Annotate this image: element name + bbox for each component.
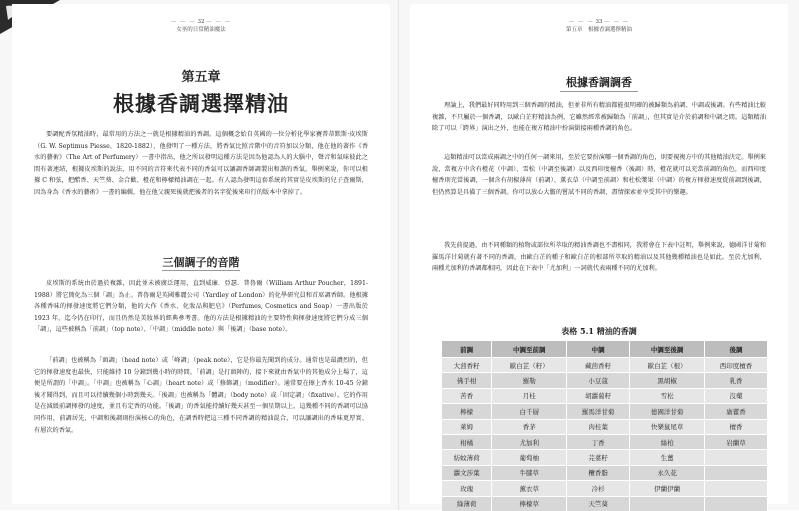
- table-cell: 德國洋甘菊: [630, 404, 705, 419]
- table-cell: 快樂鼠尾草: [630, 419, 705, 434]
- table-cell: 乳香: [705, 373, 768, 388]
- table-cell: [705, 481, 768, 496]
- table-cell: [630, 496, 705, 511]
- table-cell: 大茴香籽: [442, 358, 492, 373]
- table-header-row: [442, 341, 768, 358]
- table-cell: 玫瑰: [442, 481, 492, 496]
- table-cell: 歐白芷（籽）: [492, 358, 567, 373]
- table-cell: 萊姆: [442, 419, 492, 434]
- table-cell: 芫荽籽: [567, 450, 630, 465]
- table-cell: 岩蘭草: [705, 434, 768, 449]
- page-gutter: [398, 0, 399, 510]
- table-cell: 絲柏: [630, 434, 705, 449]
- table-cell: 小豆蔻: [567, 373, 630, 388]
- left-running-header: [12, 18, 390, 34]
- chapter-number: 第五章: [181, 70, 221, 85]
- table-cell: 生薑: [630, 450, 705, 465]
- table-cell: 尤加利: [492, 434, 567, 449]
- body-paragraph: 我先前提過，由不同種類的植物或部位所萃取的精油香調也不盡相同，我將會在下表中註明，舉例來說，德國洋甘菊和羅馬洋甘菊就有著不同的香調，由歐白芷的種子和歐白芷的根部所萃取的精油以及其他幾種精油也是如此。至於尤加利，兩種尤加利的香調都相同，因此在下表中「尤加利」一詞就代表兩種不同的尤加利。: [432, 242, 766, 273]
- table-cell: 葡萄柚: [492, 450, 567, 465]
- running-title: 女巫的日常精油魔法: [176, 27, 226, 33]
- table-cell: 羅馬洋甘菊: [567, 404, 630, 419]
- table-cell: 綠薄荷: [442, 496, 492, 511]
- table-cell: [705, 450, 768, 465]
- column-header: 中調至前調: [492, 341, 567, 358]
- table-row: [442, 373, 768, 388]
- intro-paragraph: 要調配香氛精油時，最常用的方法之一就是根據精油的香調。這個概念始自英國的一位分析化學家賽普蒂默斯·皮埃斯（G. W. Septimus Piesse，1820-1882），他發明了一種方法，將香氣比照音階中的音符加以分類，他在他的著作《香水的藝術》（The Art of Perfumery）一書中指出，他之所以發明這種方法是因為他認為人的大腦中，聲音和氣味彼此之間有著連結，根據皮埃斯的說法，用不同的音符來代表不同的香氣可以讓調香師調製出和諧的香氣。舉例來說，你可以根據 C 和弦，把醋香、天竺葵、金合歡、橙花和檸檬精油調在一起。有人認為發明這套系統的其實是皮埃斯的兒子查爾斯，因為身為《香水的藝術》一書的編輯，他在他父親死後就把後者的名字從後來印行的版本中拿掉了。: [34, 131, 368, 196]
- heading-rule: [162, 270, 240, 271]
- table-cell: 藏茴香籽: [567, 358, 630, 373]
- body-paragraph: 皮埃斯的系統由於過於複雜，因此並未被廣泛運用，直到威廉．亞瑟．普魯爾（William Arthur Poucher，1891-1988）將它簡化為三個「調」為止。普魯爾是英國雅麗公司（Yardley of London）的化學研究員和首席調香師。他根據各種香味的揮發速度將它們分類，他的大作《香水、化妝品與肥皂》（Perfumes, Cosmetics and Soap）一書出版於 1923 年，迄今仍在印行，而且仍然是美妝界的經典參考書。他的方法是根據精油的主要特性與揮發速度將它們分成三個「調」，這些被稱為「前調」（top note）、「中調」（middle note）與「後調」（base note）。: [34, 280, 368, 334]
- table-cell: 月桂: [492, 388, 567, 403]
- page-number: 33: [595, 19, 603, 25]
- table-cell: 黑胡椒: [630, 373, 705, 388]
- table-cell: 沒藥: [705, 388, 768, 403]
- table-cell: 西印度檀香: [705, 358, 768, 373]
- table-cell: 檸檬: [442, 404, 492, 419]
- table-cell: 廣藿香: [705, 404, 768, 419]
- table-cell: 伊蘭伊蘭: [630, 481, 705, 496]
- page-number: 32: [197, 19, 205, 25]
- column-header: 中調: [567, 341, 630, 358]
- table-cell: 冷杉: [567, 481, 630, 496]
- table-row: [442, 404, 768, 419]
- table-title: 表格 5.1 精油的香調: [561, 326, 637, 336]
- body-paragraph: 這類精油可以當成兩調之中的任何一調來用，至於它要扮演哪一個香調的角色，則要視複方中的其他精油決定。舉例來說，當複方中含有橙花（中調）、雪松（中調至後調）以及西印度檀香（後調）時，橙花就可以充當前調的角色，而西印度檀香則充當後調，一個含有胡椒薄荷（前調）、薰衣草（中調至前調）和杜松漿果（中調）的複方揮發速度從前調到後調，但仍然算是具備了三個香調。你可以放心大膽的嘗試不同的香調，盡情探索並享受其中的樂趣。: [432, 154, 766, 196]
- table-cell: 肉桂葉: [567, 419, 630, 434]
- table-cell: 羅勒: [492, 373, 567, 388]
- table-cell: 檀香: [705, 419, 768, 434]
- table-cell: 苦香: [442, 388, 492, 403]
- column-header: 中調至後調: [630, 341, 705, 358]
- header-dash: — — —: [206, 19, 232, 25]
- column-header: 前調: [442, 341, 492, 358]
- table-row: [442, 450, 768, 465]
- header-dash: — — —: [170, 19, 196, 25]
- table-row: [442, 434, 768, 449]
- table-cell: 佛手柑: [442, 373, 492, 388]
- table-row: [442, 419, 768, 434]
- table-row: [442, 465, 768, 480]
- table-cell: 永久花: [630, 465, 705, 480]
- table-cell: 柑橘: [442, 434, 492, 449]
- essential-oil-notes-table: [442, 341, 768, 511]
- table-cell: [705, 496, 768, 511]
- table-cell: 香茅: [492, 419, 567, 434]
- column-header: 後調: [705, 341, 768, 358]
- section-heading: 根據香調調香: [566, 76, 632, 89]
- body-paragraph: 理論上，我們最好同時用到三個香調的精油，但並非所有精油都能很明確的被歸類為前調、中調或後調。有些精油比較複雜，不只屬於一個香調，以歐白芷籽精油為例，它雖然經常被歸類為「前調」，但其實是介於前調和中調之間。這類精油除了可以「跨界」演出之外，也能在複方精油中扮演銜接兩種香調的角色。: [432, 102, 766, 133]
- table-cell: 蘿文莎葉: [442, 465, 492, 480]
- table-cell: 歐白芷（根）: [630, 358, 705, 373]
- table-cell: [705, 465, 768, 480]
- table-cell: 天竺葵: [567, 496, 630, 511]
- running-title: 第五章 根據香調選擇精油: [565, 27, 632, 33]
- table-cell: 欖香脂: [567, 465, 630, 480]
- table-row: [442, 481, 768, 496]
- table-cell: 胡蘿蔔籽: [567, 388, 630, 403]
- header-dash: — — —: [568, 19, 594, 25]
- body-paragraph: 「前調」也被稱為「頭調」（head note）或「峰調」（peak note），它是你最先聞到的成分。通常也是最濃烈的，但它的揮發速度也最快，只能維持 10 分鐘到幾小時的時間。「前調」是打頭陣的，接下來就由香氣中的其他成分上場了，這便是所謂的「中調」。「中調」也被稱為「心調」（heart note）或「修飾調」（modifier）。通常要在擦上香水 10-45 分鐘後才聞得到，而且可以持續幾個小時到幾天。「後調」也被稱為「體調」（body note）或「固定調」（fixative）。它的作用是在減緩前調揮發的速度，並且有定香的功能。「後調」的香氣能持續好幾天甚至一個星期以上，這幾種不同的香調可以協同作用，前調居先，中調和後調則扮演核心的角色，在調香時把這三種不同香調的精油混合，可以讓調出的香味更厚實、有層次的香氣。: [34, 357, 368, 434]
- table-cell: 白千層: [492, 404, 567, 419]
- table-cell: 牛膝草: [492, 465, 567, 480]
- header-dash: — — —: [604, 19, 630, 25]
- table-cell: 丁香: [567, 434, 630, 449]
- table-row: [442, 496, 768, 511]
- table-row: [442, 388, 768, 403]
- table-cell: 雪松: [630, 388, 705, 403]
- right-page: [410, 4, 788, 509]
- table-cell: 紡蚊薄荷: [442, 450, 492, 465]
- left-page: [12, 4, 390, 504]
- table-cell: 檸檬草: [492, 496, 567, 511]
- chapter-title: 根據香調選擇精油: [113, 91, 289, 116]
- heading-rule: [560, 91, 638, 92]
- table-row: [442, 358, 768, 373]
- table-cell: 薰衣草: [492, 481, 567, 496]
- section-heading: 三個調子的音階: [162, 256, 240, 269]
- right-running-header: [410, 18, 788, 34]
